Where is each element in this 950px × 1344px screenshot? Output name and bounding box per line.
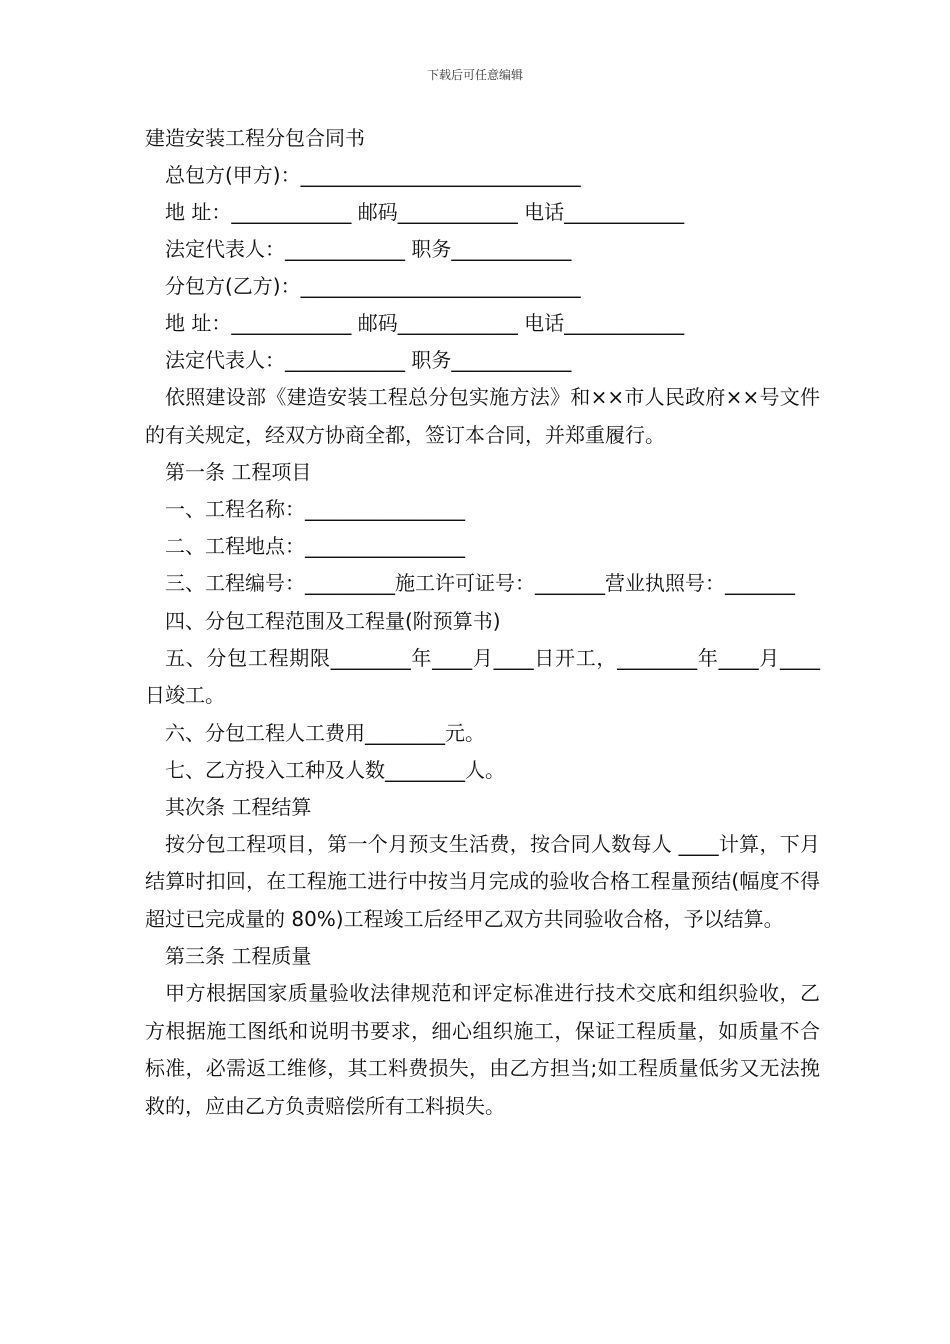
schedule-item: 五、分包工程期限________年____月____日开工，________年____月____日竣工。 <box>145 645 820 707</box>
project-number-item: 三、工程编号：_________施工许可证号：_______营业执照号：_______ <box>165 571 795 595</box>
address-line-party-b: 地 址：____________ 邮码____________ 电话____________ <box>165 311 685 335</box>
subcontractor-line: 分包方(乙方)：____________________________ <box>165 274 581 298</box>
article-1-heading: 第一条 工程项目 <box>165 460 312 484</box>
intro-paragraph: 依照建设部《建造安装工程总分包实施方法》和××市人民政府××号文件的有关规定，经双方协商全都，签订本合同，并郑重履行。 <box>145 385 820 447</box>
contract-title: 建造安装工程分包合同书 <box>145 126 365 150</box>
header-note: 下载后可任意编辑 <box>426 68 523 82</box>
representative-line-party-a: 法定代表人：____________ 职务____________ <box>165 237 572 261</box>
labor-cost-item: 六、分包工程人工费用________元。 <box>165 720 485 745</box>
general-contractor-line: 总包方(甲方)：____________________________ <box>165 163 581 187</box>
workers-item: 七、乙方投入工种及人数________人。 <box>165 757 505 782</box>
article-3-heading: 第三条 工程质量 <box>165 944 312 968</box>
project-location-item: 二、工程地点：________________ <box>165 534 465 558</box>
address-line-party-a: 地 址：____________ 邮码____________ 电话____________ <box>165 200 685 224</box>
project-name-item: 一、工程名称：________________ <box>165 497 465 521</box>
article-2-heading: 其次条 工程结算 <box>165 794 312 819</box>
article-2-paragraph: 按分包工程项目，第一个月预支生活费，按合同人数每人 ____计算，下月结算时扣回，在工程施工进行中按当月完成的验收合格工程量预结(幅度不得超过已完成量的 80%)工程竣工后经甲乙双方共同验收合格，予以结算。 <box>145 831 820 931</box>
contract-body <box>145 120 820 1125</box>
scope-item: 四、分包工程范围及工程量(附预算书) <box>165 608 501 633</box>
article-3-paragraph: 甲方根据国家质量验收法律规范和评定标准进行技术交底和组织验收，乙方根据施工图纸和说明书要求，细心组织施工，保证工程质量，如质量不合标准，必需返工维修，其工料费损失，由乙方担当;如工程质量低劣又无法挽救的，应由乙方负责赔偿所有工料损失。 <box>145 981 820 1118</box>
representative-line-party-b: 法定代表人：____________ 职务____________ <box>165 348 572 372</box>
